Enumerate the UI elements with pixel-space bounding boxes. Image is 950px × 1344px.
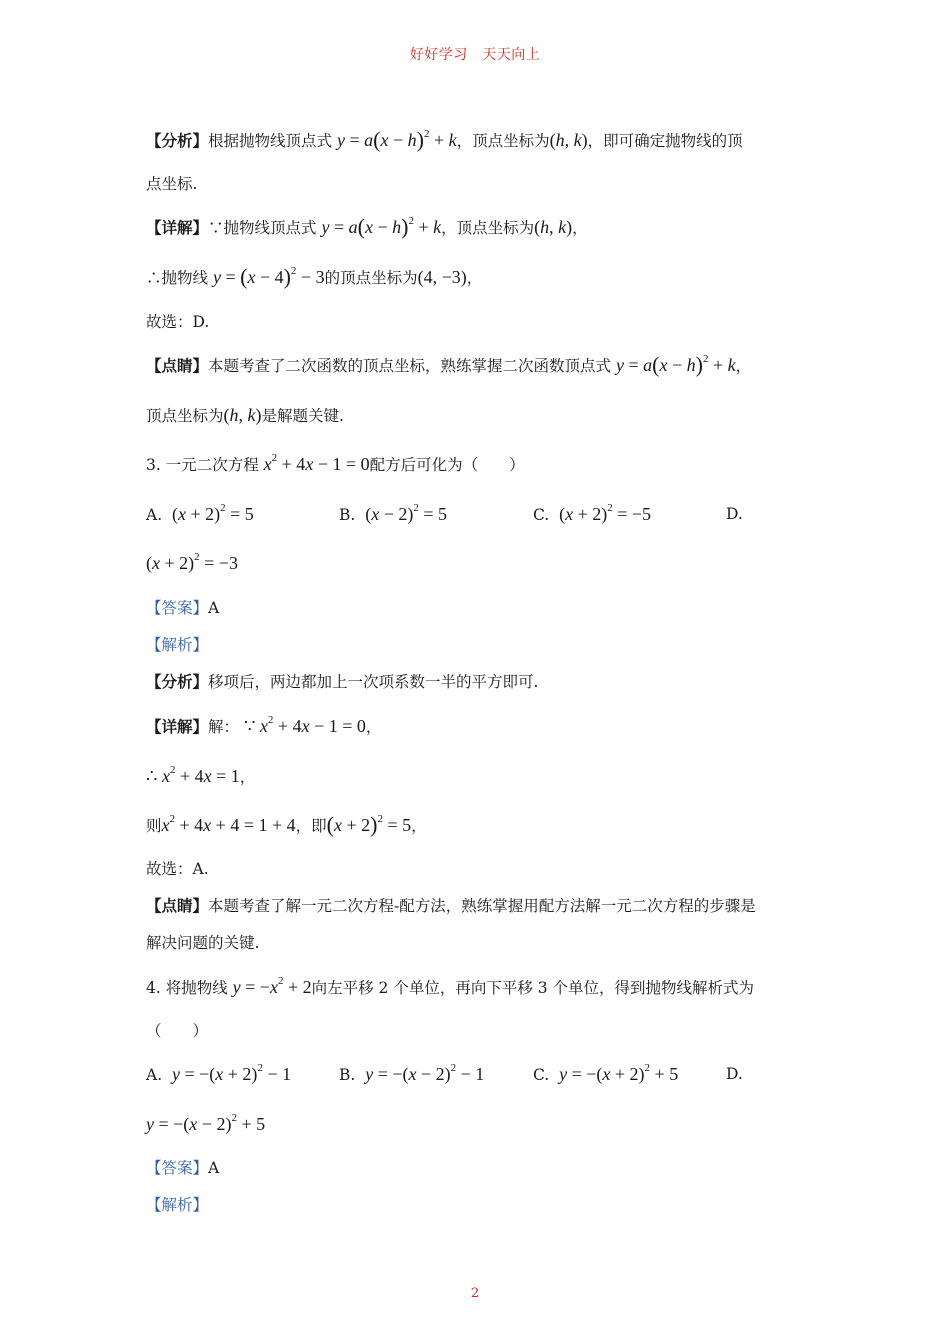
q3-option-a: A. $(x + 2)^2 = 5$ (146, 502, 254, 524)
q3-option-d-label: D. (726, 505, 743, 523)
q3-option-c: C. $(x + 2)^2 = -5$ (533, 502, 652, 524)
vertex-form-formula: $y = a(x - h)^2 + k$ (336, 127, 457, 152)
q2-detail: 【详解】∵抛物线顶点式 $y = a(x - h)^2 + k$，顶点坐标为(h, k)， (146, 214, 588, 239)
q2-therefore: ∴抛物线 $y = (x - 4)^2 - 3$的顶点坐标为(4, −3)， (146, 264, 483, 289)
page-number: 2 (470, 1286, 480, 1301)
q4-stem-cont: （ ） (146, 1022, 209, 1040)
q3-parse-tag: 【解析】 (146, 636, 209, 654)
q3-option-d: $(x + 2)^2 = -3$ (146, 551, 238, 573)
q3-answer: 【答案】A (146, 599, 220, 617)
q3-comment-cont: 解决问题的关键. (146, 934, 260, 952)
q3-then: 则$x^2 + 4x + 4 = 1 + 4$，即$(x + 2)^2 = 5$， (146, 812, 427, 837)
q3-choice: 故选：A. (146, 860, 209, 878)
page-header: 好好学习 天天向上 (409, 47, 541, 63)
q4-stem: 4. 将抛物线 $y = -x^2 + 2$向左平移 2 个单位，再向下平移 3 个单位，得到抛物线解析式为 (146, 975, 755, 997)
q4-option-c: C. $y = -(x + 2)^2 + 5$ (533, 1062, 679, 1084)
q2-choice: 故选：D. (146, 313, 210, 331)
q3-analysis: 【分析】移项后，两边都加上一次项系数一半的平方即可. (146, 672, 539, 691)
q4-option-a: A. $y = -(x + 2)^2 - 1$ (146, 1062, 292, 1084)
q3-therefore: ∴ $x^2 + 4x = 1$， (146, 764, 256, 786)
q4-answer: 【答案】A (146, 1159, 220, 1177)
q3-stem: 3. 一元二次方程 $x^2 + 4x - 1 = 0$配方后可化为（ ） (146, 452, 525, 474)
q2-comment: 【点睛】本题考查了二次函数的顶点坐标，熟练掌握二次函数顶点式 $y = a(x - h)^2 + k$， (146, 352, 752, 377)
q3-option-b: B. $(x - 2)^2 = 5$ (339, 502, 447, 524)
q3-comment: 【点睛】本题考查了解一元二次方程-配方法，熟练掌握用配方法解一元二次方程的步骤是 (146, 896, 756, 915)
q4-option-b: B. $y = -(x - 2)^2 - 1$ (339, 1062, 485, 1084)
q2-comment-cont: 顶点坐标为(h, k)是解题关键. (146, 405, 344, 425)
q4-parse-tag: 【解析】 (146, 1196, 209, 1214)
q4-option-d: $y = -(x - 2)^2 + 5$ (146, 1112, 266, 1134)
q2-analysis: 【分析】根据抛物线顶点式 $y = a(x - h)^2 + k$，顶点坐标为(h, k)，即可确定抛物线的顶 (146, 127, 743, 152)
q3-detail: 【详解】解： ∵ $x^2 + 4x - 1 = 0$， (146, 714, 382, 736)
q4-option-d-label: D. (726, 1065, 743, 1083)
q2-analysis-cont: 点坐标. (146, 175, 198, 193)
